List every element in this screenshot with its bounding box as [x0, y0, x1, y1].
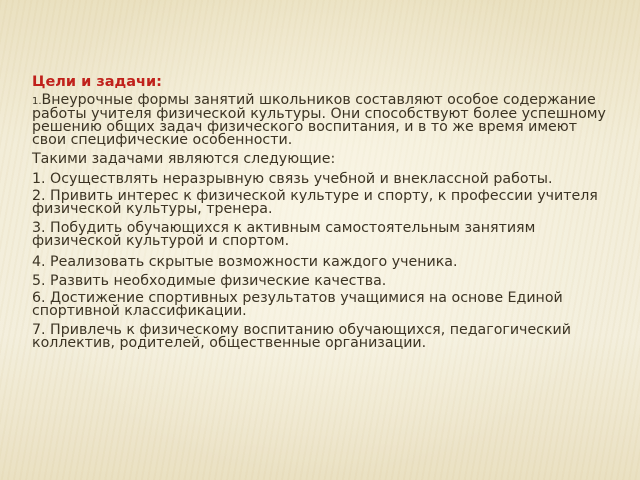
- task-item-2: 2. Привить интерес к физической культуре и спорту, к профессии учителя физической культуры, тренера.: [32, 188, 598, 217]
- task-item-1: 1. Осуществлять неразрывную связь учебной и внеклассной работы.: [32, 171, 553, 187]
- slide-content: [32, 74, 612, 356]
- task-item-7: 7. Привлечь к физическому воспитанию обучающихся, педагогический коллектив, родителей, общественные организации.: [32, 322, 571, 351]
- intro-paragraph: [32, 94, 612, 147]
- task-item-4: 4. Реализовать скрытые возможности каждого ученика.: [32, 254, 458, 270]
- intro-text: Внеурочные формы занятий школьников составляют особое содержание работы учителя физической культуры. Они способствуют более успешному решению общих задач физического воспитания, и в то же время имеют свои специфические особенности.: [32, 92, 606, 148]
- task-item-3: 3. Побудить обучающихся к активным самостоятельным занятиям физической культурой и спортом.: [32, 220, 536, 249]
- slide-heading: Цели и задачи:: [32, 74, 162, 90]
- tasks-intro: Такими задачами являются следующие:: [32, 151, 336, 167]
- intro-number: 1.: [32, 96, 42, 107]
- task-item-6: 6. Достижение спортивных результатов учащимися на основе Единой спортивной классификации.: [32, 290, 563, 319]
- task-item-5: 5. Развить необходимые физические качества.: [32, 273, 387, 289]
